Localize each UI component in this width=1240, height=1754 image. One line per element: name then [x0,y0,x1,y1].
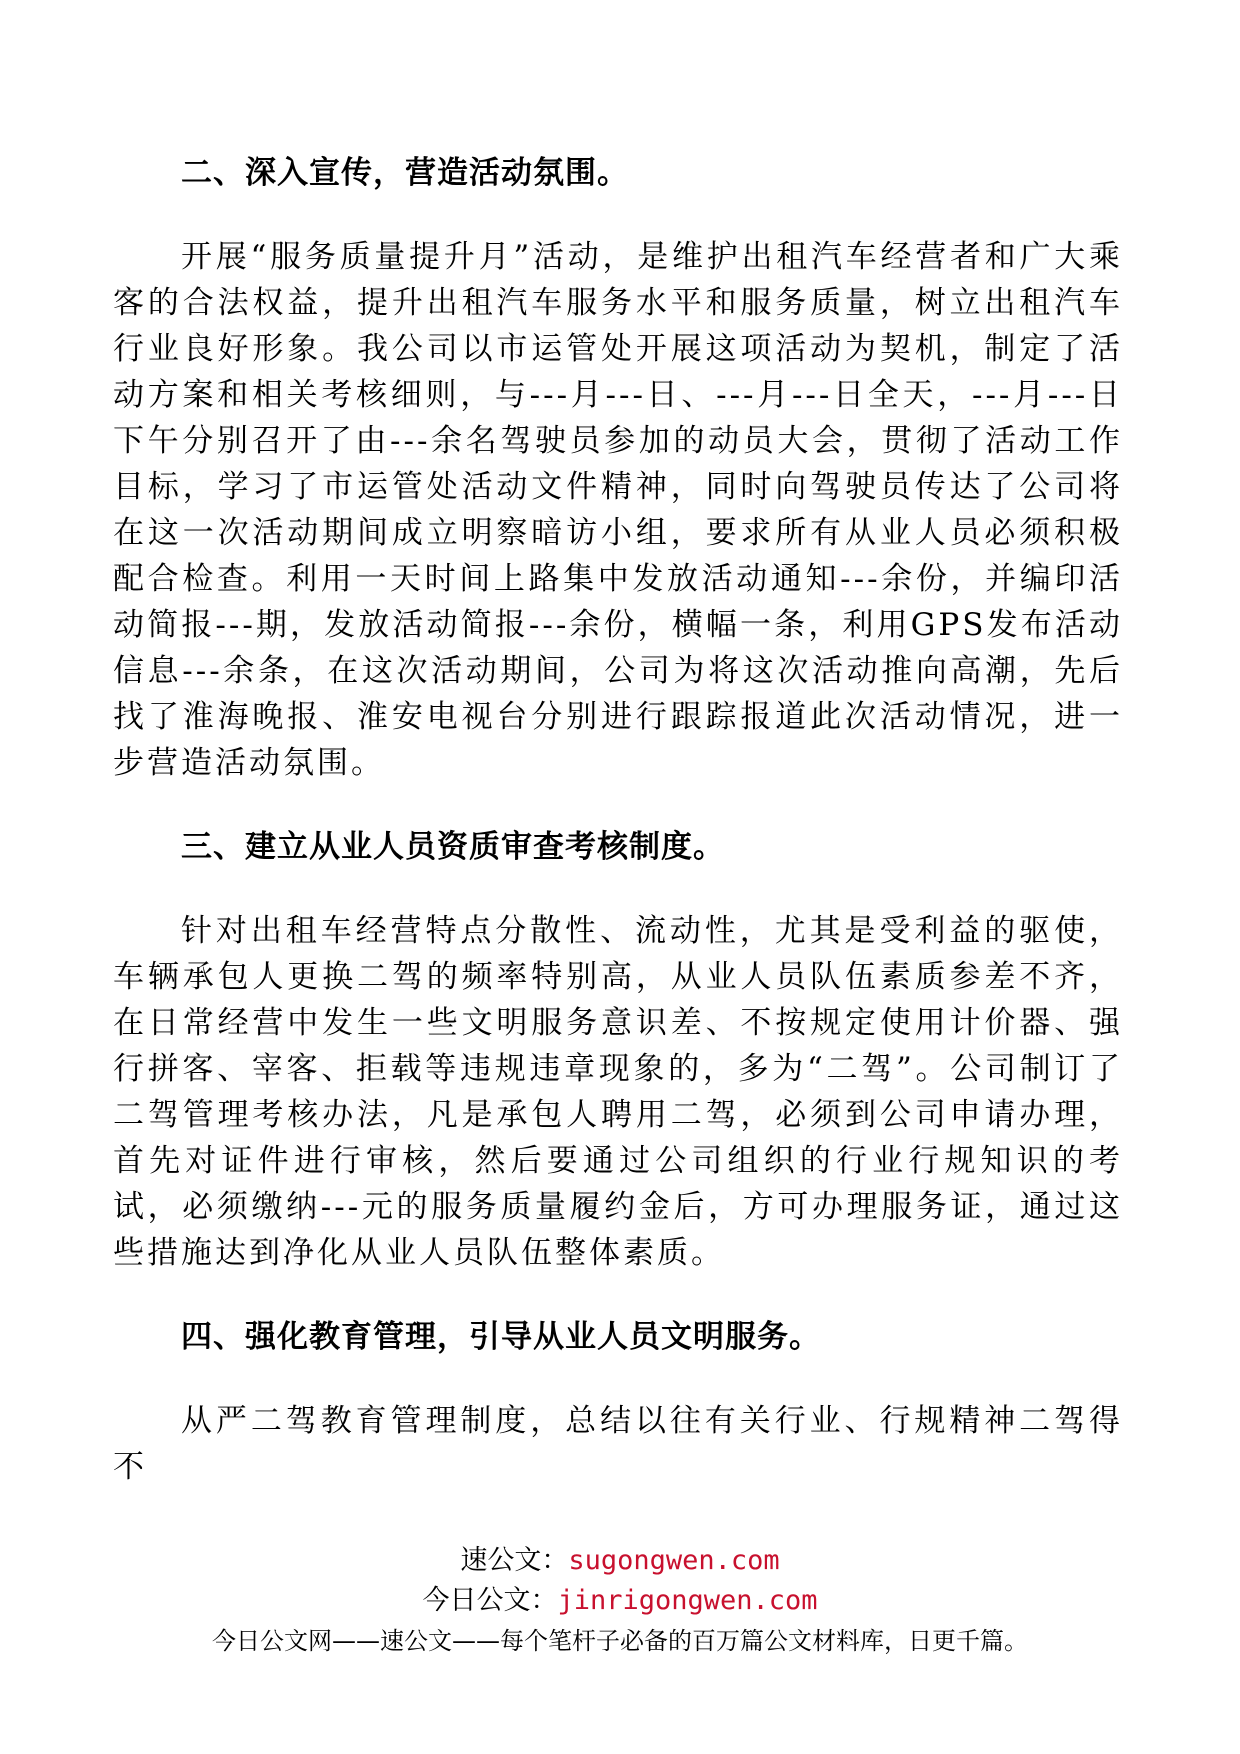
section-heading: 三、建立从业人员资质审查考核制度。 [181,829,725,865]
section-paragraph: 针对出租车经营特点分散性、流动性，尤其是受利益的驱使，车辆承包人更换二驾的频率特别高，从业人员队伍素质参差不齐，在日常经营中发生一些文明服务意识差、不按规定使用计价器、强行拼客、宰客、拒载等违规违章现象的，多为“二驾”。公司制订了二驾管理考核办法，凡是承包人聘用二驾，必须到公司申请办理，首先对证件进行审核，然后要通过公司组织的行业行规知识的考试，必须缴纳---元的服务质量履约金后，方可办理服务证，通过这些措施达到净化从业人员队伍整体素质。 [113,913,1123,1271]
document-body [113,150,1123,1490]
section-paragraph: 从严二驾教育管理制度，总结以往有关行业、行规精神二驾得不 [113,1403,1123,1485]
footer-label: 速公文： [460,1545,569,1576]
footer-site-link[interactable]: sugongwen.com [568,1545,780,1576]
section-heading: 四、强化教育管理，引导从业人员文明服务。 [181,1319,821,1355]
footer-line-jinrigongwen [0,1583,1240,1619]
section-paragraph: 开展“服务质量提升月”活动，是维护出租汽车经营者和广大乘客的合法权益，提升出租汽车服务水平和服务质量，树立出租汽车行业良好形象。我公司以市运管处开展这项活动为契机，制定了活动方案和相关考核细则，与---月---日、---月---日全天，---月---日下午分别召开了由---余名驾驶员参加的动员大会，贯彻了活动工作目标，学习了市运管处活动文件精神，同时向驾驶员传达了公司将在这一次活动期间成立明察暗访小组，要求所有从业人员必须积极配合检查。利用一天时间上路集中发放活动通知---余份，并编印活动简报---期，发放活动简报---余份，横幅一条，利用GPS发布活动信息---余条，在这次活动期间，公司为将这次活动推向高潮，先后找了淮海晚报、淮安电视台分别进行跟踪报道此次活动情况，进一步营造活动氛围。 [113,239,1123,781]
footer-label: 今日公文： [422,1585,558,1616]
footer-site-link[interactable]: jinrigongwen.com [557,1585,818,1616]
footer-slogan: 今日公文网——速公文——每个笔杆子必备的百万篇公文材料库，日更千篇。 [212,1627,1028,1655]
section-heading: 二、深入宣传，营造活动氛围。 [181,155,629,191]
footer-line-sugongwen [0,1543,1240,1579]
